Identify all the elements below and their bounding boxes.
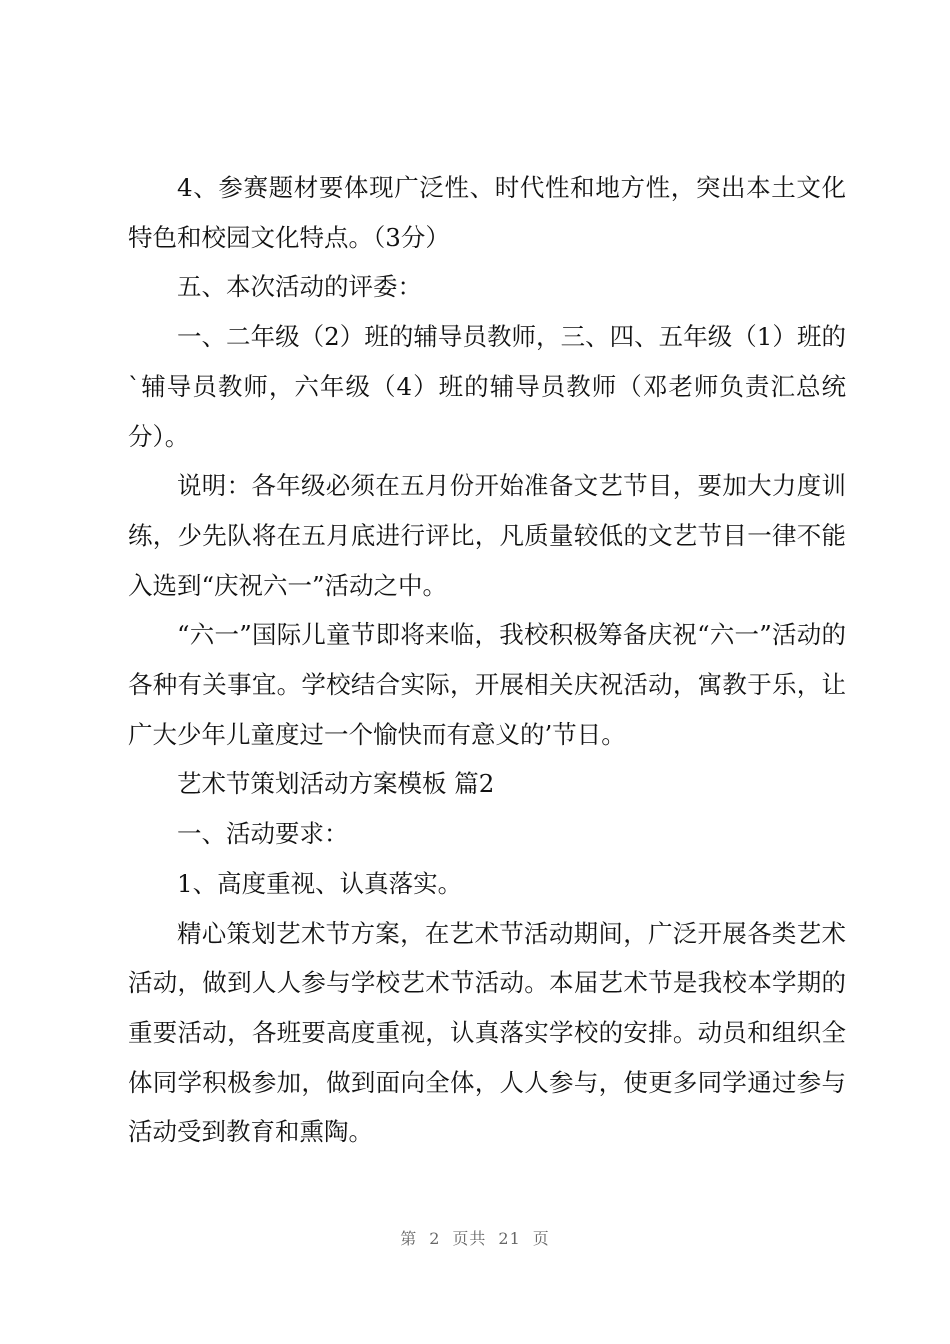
paragraph-note: 说明：各年级必须在五月份开始准备文艺节目，要加大力度训练，少先队将在五月底进行评比，凡质量较低的文艺节目一律不能入选到“庆祝六一”活动之中。 [128, 471, 846, 600]
paragraph-planning-details: 精心策划艺术节方案，在艺术节活动期间，广泛开展各类艺术活动，做到人人参与学校艺术节活动。本届艺术节是我校本学期的重要活动，各班要高度重视，认真落实学校的安排。动员和组织全体同学积极参加，做到面向全体，人人参与，使更多同学通过参与活动受到教育和熏陶。 [128, 918, 846, 1147]
paragraph-judges-list: 一、二年级（2）班的辅导员教师，三、四、五年级（1）班的`辅导员教师，六年级（4）班的辅导员教师（邓老师负责汇总统分）。 [128, 322, 846, 451]
paragraph-requirements-heading: 一、活动要求： [177, 819, 349, 849]
section-title-plan-2: 艺术节策划活动方案模板 篇2 [177, 769, 495, 799]
footer-total-pages: 21 [498, 1229, 521, 1248]
footer-middle: 页共 [452, 1229, 487, 1248]
paragraph-childrens-day: “六一”国际儿童节即将来临，我校积极筹备庆祝“六一”活动的各种有关事宜。学校结合实际，开展相关庆祝活动，寓教于乐，让广大少年儿童度过一个愉快而有意义的’节日。 [128, 620, 846, 749]
document-body [128, 163, 846, 1157]
page-footer [0, 1226, 950, 1249]
paragraph-requirement-1: 1、高度重视、认真落实。 [177, 868, 463, 898]
footer-current-page: 2 [429, 1229, 441, 1248]
footer-prefix: 第 [400, 1229, 418, 1248]
footer-suffix: 页 [532, 1229, 550, 1248]
paragraph-judges-heading: 五、本次活动的评委： [177, 272, 422, 302]
paragraph-contest-theme: 4、参赛题材要体现广泛性、时代性和地方性，突出本土文化特色和校园文化特点。（3分） [128, 173, 846, 252]
